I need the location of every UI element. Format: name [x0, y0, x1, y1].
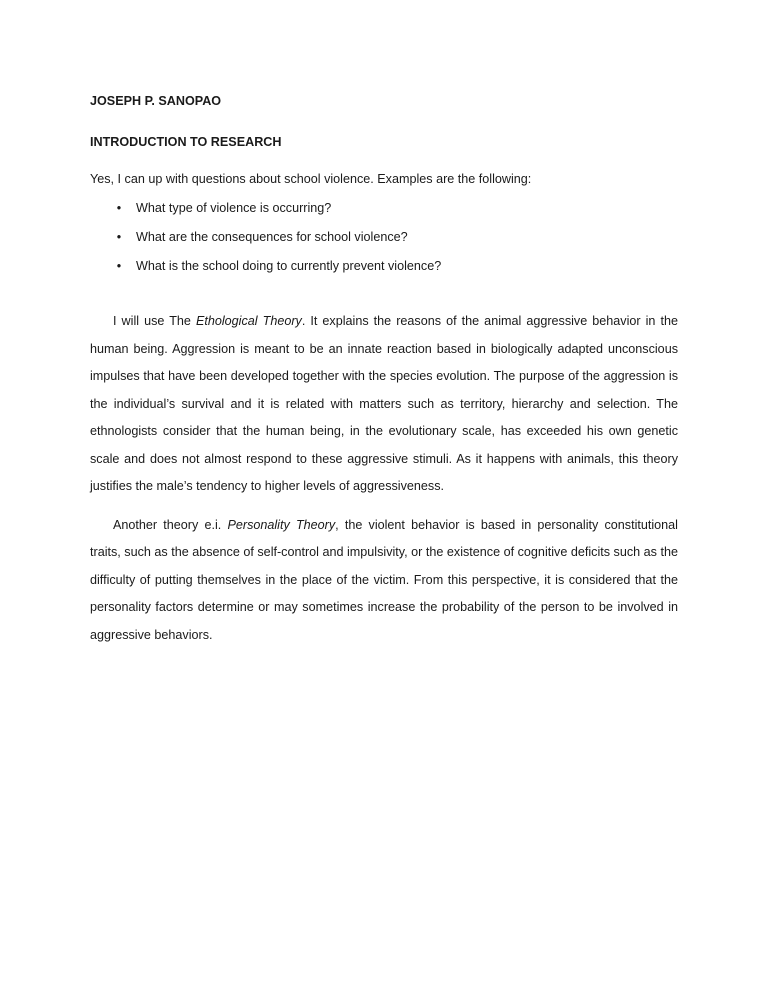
- paragraph-ethological-theory: [90, 308, 678, 501]
- paragraph-lead: I will use The: [113, 314, 196, 328]
- question-text: What are the consequences for school violence?: [136, 230, 408, 244]
- question-list: [90, 199, 678, 275]
- course-title: INTRODUCTION TO RESEARCH: [90, 135, 282, 149]
- paragraph-personality-theory: [90, 512, 678, 650]
- document-body: [90, 92, 678, 649]
- list-item: [90, 199, 678, 217]
- question-text: What type of violence is occurring?: [136, 201, 332, 215]
- theory-name: Ethological Theory: [195, 314, 302, 328]
- question-text: What is the school doing to currently prevent violence?: [136, 259, 442, 273]
- author-name: JOSEPH P. SANOPAO: [90, 94, 222, 108]
- paragraph-body: . It explains the reasons of the animal aggressive behavior in the human being. Aggression is meant to be an innate reaction based in biologically adapted unconscious impulses that have been developed together with the species evolution. The purpose of the aggression is the individual’s survival and it is related with matters such as territory, hierarchy and selection. The ethnologists consider that the human being, in the evolutionary scale, has exceeded his own genetic scale and does not almost respond to these aggressive stimuli. As it happens with animals, this theory justifies the male’s tendency to higher levels of aggressiveness.: [90, 314, 678, 493]
- theory-name: Personality Theory: [227, 517, 336, 532]
- list-item: [90, 257, 678, 275]
- bullet-icon: •: [116, 201, 122, 215]
- paragraph-body: , the violent behavior is based in personality constitutional traits, such as the absence of self-control and impulsivity, or the existence of cognitive deficits such as the difficulty of putting themselves in the place of the victim. From this perspective, it is considered that the personality factors determine or may sometimes increase the probability of the person to be involved in aggressive behaviors.: [90, 517, 678, 642]
- list-item: [90, 228, 678, 246]
- intro-sentence: Yes, I can up with questions about school violence. Examples are the following:: [90, 172, 532, 186]
- paragraph-lead: Another theory e.i.: [113, 517, 228, 532]
- bullet-icon: •: [116, 230, 122, 244]
- bullet-icon: •: [116, 259, 122, 273]
